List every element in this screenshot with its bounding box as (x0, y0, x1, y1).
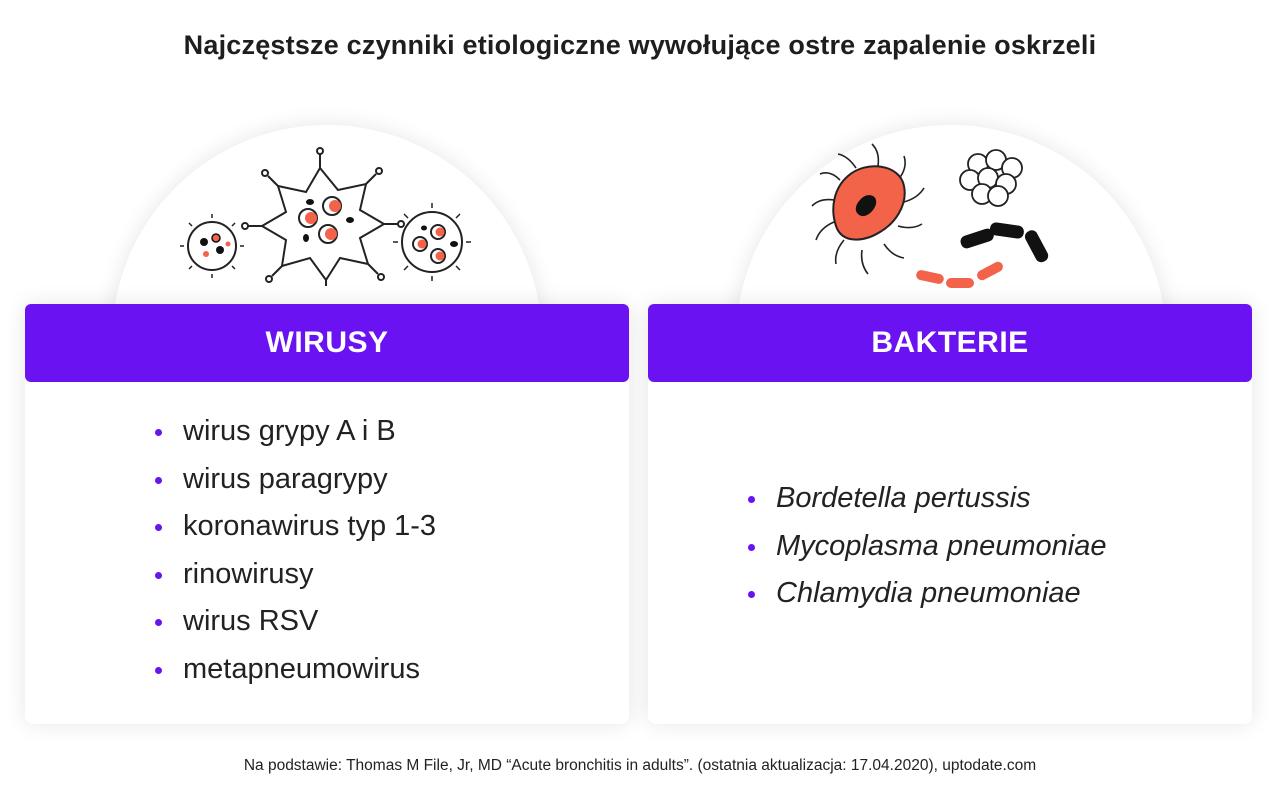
black-rods-icon (959, 222, 1050, 265)
bullet-icon (155, 667, 162, 674)
page-title: Najczęstsze czynniki etiologiczne wywołujące ostre zapalenie oskrzeli (183, 30, 1097, 60)
bullet-icon (155, 572, 162, 579)
virus-heading: WIRUSY (265, 326, 389, 359)
bacteria-heading: BAKTERIE (871, 326, 1029, 359)
list-item: wirus grypy A i B (155, 408, 436, 456)
list-item: Mycoplasma pneumoniae (748, 523, 1106, 571)
bacteria-icons (800, 140, 1080, 300)
list-item: rinowirusy (155, 551, 436, 599)
small-virus-icon (180, 214, 244, 278)
bacillus-icon (812, 144, 924, 274)
list-item: Bordetella pertussis (748, 475, 1106, 523)
bullet-icon (155, 524, 162, 531)
virus-header (25, 304, 629, 382)
bullet-icon (748, 496, 755, 503)
source-citation: Na podstawie: Thomas M File, Jr, MD “Acute bronchitis in adults”. (ostatnia aktualizacja: 17.04.2020), uptodate.com (243, 757, 1037, 774)
bullet-icon (748, 544, 755, 551)
bullet-icon (155, 619, 162, 626)
orange-rods-icon (915, 260, 1004, 288)
bacteria-list (748, 475, 1106, 618)
list-item: metapneumowirus (155, 646, 436, 694)
coccus-cluster-icon (960, 150, 1022, 206)
list-item: wirus RSV (155, 598, 436, 646)
large-virus-icon (242, 148, 404, 286)
list-item: wirus paragrypy (155, 456, 436, 504)
bacteria-header (648, 304, 1252, 382)
bullet-icon (155, 429, 162, 436)
bullet-icon (748, 591, 755, 598)
list-item: Chlamydia pneumoniae (748, 570, 1106, 618)
virus-icons (170, 140, 490, 290)
virus-list (155, 408, 436, 694)
medium-virus-icon (393, 203, 471, 281)
list-item: koronawirus typ 1-3 (155, 503, 436, 551)
bullet-icon (155, 477, 162, 484)
